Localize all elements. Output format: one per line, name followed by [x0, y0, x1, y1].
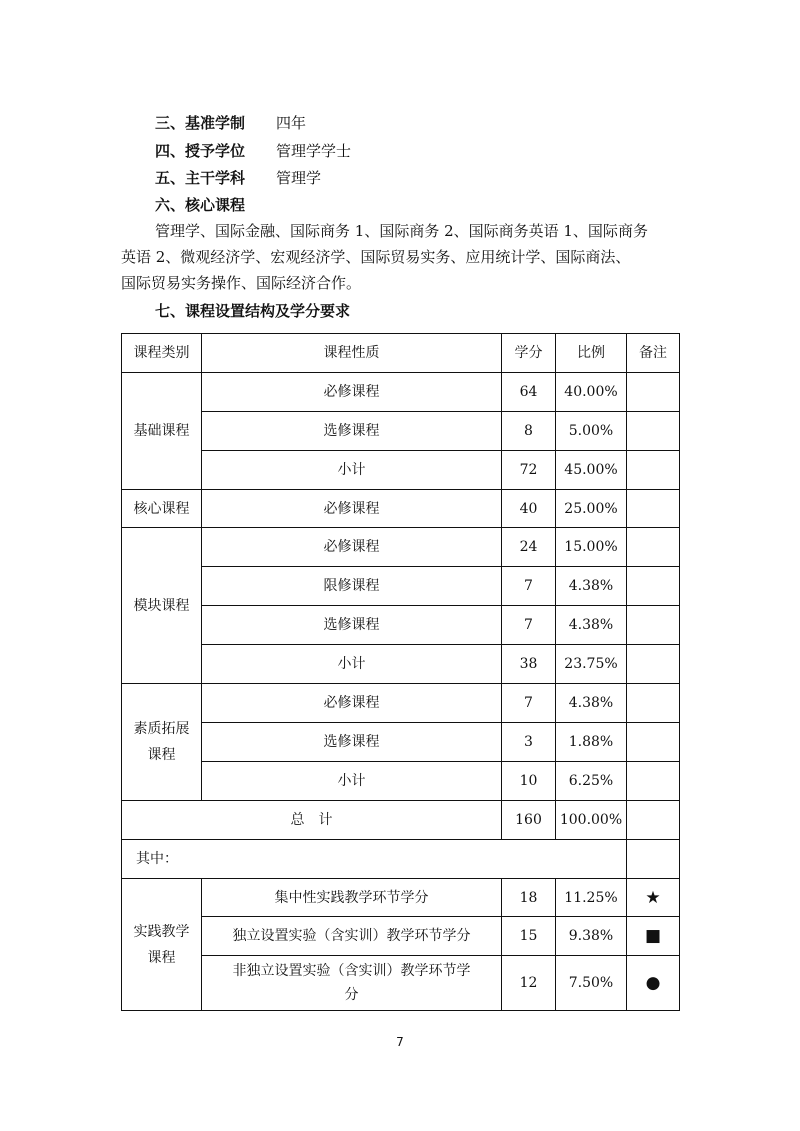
nature-cell: 必修课程	[202, 373, 502, 412]
note-cell	[627, 451, 680, 490]
category-basic: 基础课程	[122, 373, 202, 490]
note-cell	[627, 645, 680, 684]
table-row	[122, 373, 680, 412]
square-icon: ■	[627, 917, 680, 956]
credits-cell: 72	[502, 451, 556, 490]
credits-cell: 7	[502, 606, 556, 645]
credits-cell: 7	[502, 684, 556, 723]
item-duration	[155, 112, 307, 134]
total-credits: 160	[502, 801, 556, 840]
credits-cell: 38	[502, 645, 556, 684]
header-credits: 学分	[502, 334, 556, 373]
section7-heading: 七、课程设置结构及学分要求	[155, 302, 351, 320]
among-label: 其中：	[122, 840, 627, 879]
table-row	[122, 567, 680, 606]
ratio-cell: 25.00%	[556, 490, 627, 528]
core-line-3: 国际贸易实务操作、国际经济合作。	[121, 274, 362, 292]
ratio-cell: 11.25%	[556, 879, 627, 917]
item-discipline	[155, 167, 322, 189]
ratio-cell: 45.00%	[556, 451, 627, 490]
credits-cell: 8	[502, 412, 556, 451]
circle-icon: ●	[627, 956, 680, 1011]
item-duration-value: 四年	[276, 114, 307, 132]
category-practice-line1: 实践教学	[133, 923, 190, 940]
credits-cell: 7	[502, 567, 556, 606]
table-row	[122, 723, 680, 762]
ratio-cell: 4.38%	[556, 684, 627, 723]
ratio-cell: 40.00%	[556, 373, 627, 412]
ratio-cell: 23.75%	[556, 645, 627, 684]
total-row	[122, 801, 680, 840]
core-heading: 六、核心课程	[155, 196, 246, 214]
total-label: 总 计	[122, 801, 502, 840]
table-row	[122, 956, 680, 1011]
note-cell	[627, 840, 680, 879]
table-row	[122, 412, 680, 451]
credits-cell: 18	[502, 879, 556, 917]
nature-cell: 小计	[202, 762, 502, 801]
item-discipline-label: 五、主干学科	[155, 169, 246, 187]
page-number: 7	[396, 1035, 404, 1049]
nature-line2: 分	[344, 987, 359, 1003]
table-row	[122, 917, 680, 956]
credits-cell: 10	[502, 762, 556, 801]
note-cell	[627, 373, 680, 412]
item-degree-label: 四、授予学位	[155, 142, 246, 160]
table-row	[122, 490, 680, 528]
nature-cell: 独立设置实验（含实训）教学环节学分	[202, 917, 502, 956]
nature-cell: 必修课程	[202, 490, 502, 528]
table-row	[122, 606, 680, 645]
credits-cell: 12	[502, 956, 556, 1011]
ratio-cell: 1.88%	[556, 723, 627, 762]
ratio-cell: 4.38%	[556, 606, 627, 645]
core-line-2: 英语 2、微观经济学、宏观经济学、国际贸易实务、应用统计学、国际商法、	[121, 248, 631, 266]
note-cell	[627, 528, 680, 567]
nature-cell: 必修课程	[202, 684, 502, 723]
table-row	[122, 684, 680, 723]
note-cell	[627, 801, 680, 840]
table-row	[122, 762, 680, 801]
ratio-cell: 15.00%	[556, 528, 627, 567]
category-module: 模块课程	[122, 528, 202, 684]
note-cell	[627, 490, 680, 528]
item-degree	[155, 140, 352, 162]
ratio-cell: 6.25%	[556, 762, 627, 801]
star-icon: ★	[627, 879, 680, 917]
table-row	[122, 645, 680, 684]
table-row	[122, 528, 680, 567]
item-duration-label: 三、基准学制	[155, 114, 246, 132]
nature-cell: 选修课程	[202, 606, 502, 645]
header-category: 课程类别	[122, 334, 202, 373]
nature-line1: 非独立设置实验（含实训）教学环节学	[232, 963, 471, 979]
category-core: 核心课程	[122, 490, 202, 528]
core-line-1: 管理学、国际金融、国际商务 1、国际商务 2、国际商务英语 1、国际商务	[155, 222, 648, 240]
nature-cell: 选修课程	[202, 723, 502, 762]
among-row	[122, 840, 680, 879]
item-discipline-value: 管理学	[276, 169, 322, 187]
table-row	[122, 451, 680, 490]
note-cell	[627, 412, 680, 451]
nature-cell	[202, 956, 502, 1011]
header-notes: 备注	[627, 334, 680, 373]
note-cell	[627, 567, 680, 606]
ratio-cell: 9.38%	[556, 917, 627, 956]
header-nature: 课程性质	[202, 334, 502, 373]
nature-cell: 小计	[202, 645, 502, 684]
category-quality-line1: 素质拓展	[133, 721, 190, 737]
ratio-cell: 4.38%	[556, 567, 627, 606]
note-cell	[627, 606, 680, 645]
credits-cell: 40	[502, 490, 556, 528]
header-ratio: 比例	[556, 334, 627, 373]
nature-cell: 限修课程	[202, 567, 502, 606]
ratio-cell: 7.50%	[556, 956, 627, 1011]
note-cell	[627, 723, 680, 762]
table-header-row	[122, 334, 680, 373]
credits-cell: 15	[502, 917, 556, 956]
ratio-cell: 5.00%	[556, 412, 627, 451]
category-practice	[122, 879, 202, 1011]
category-practice-line2: 课程	[147, 949, 176, 966]
table-row	[122, 879, 680, 917]
credits-cell: 64	[502, 373, 556, 412]
category-quality	[122, 684, 202, 801]
total-ratio: 100.00%	[556, 801, 627, 840]
credits-cell: 24	[502, 528, 556, 567]
credit-table	[121, 333, 680, 1011]
note-cell	[627, 684, 680, 723]
nature-cell: 必修课程	[202, 528, 502, 567]
nature-cell: 小计	[202, 451, 502, 490]
note-cell	[627, 762, 680, 801]
credits-cell: 3	[502, 723, 556, 762]
nature-cell: 选修课程	[202, 412, 502, 451]
nature-cell: 集中性实践教学环节学分	[202, 879, 502, 917]
category-quality-line2: 课程	[147, 747, 176, 763]
item-degree-value: 管理学学士	[276, 142, 352, 160]
